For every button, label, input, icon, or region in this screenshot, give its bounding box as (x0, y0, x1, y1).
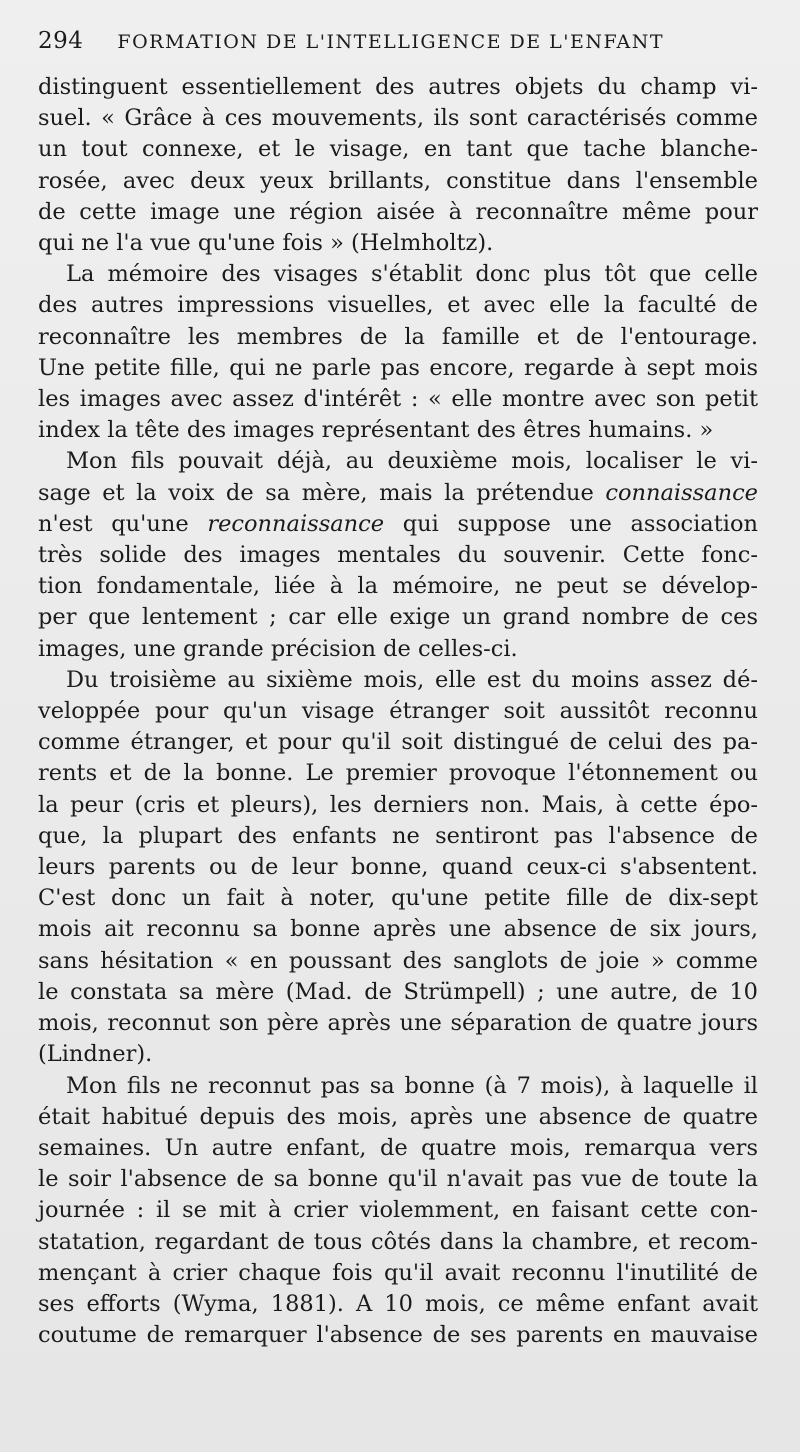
text-line: Du troisième au sixième mois, elle est du moins assez dé- (66, 666, 758, 693)
text-line: le soir l'absence de sa bonne qu'il n'avait pas vue de toute la (38, 1166, 758, 1193)
italic-term: connaissance (605, 479, 758, 506)
text-line: sans hésitation « en poussant des sanglots de joie » comme (38, 947, 758, 974)
text-line: mois, reconnut son père après une séparation de quatre jours (38, 1010, 758, 1037)
italic-term: reconnaissance (207, 510, 385, 537)
text-line: La mémoire des visages s'établit donc plus tôt que celle (66, 261, 758, 288)
text-line: index la tête des images représentant des êtres humains. » (38, 417, 714, 444)
text-line: Mon fils ne reconnut pas sa bonne (à 7 mois), à laquelle il (66, 1072, 758, 1099)
text-line: Mon fils pouvait déjà, au deuxième mois, localiser le vi- (66, 448, 758, 475)
text-line: suel. « Grâce à ces mouvements, ils sont caractérisés comme (38, 105, 758, 132)
text-line: n'est qu'une reconnaissance qui suppose une association (38, 510, 759, 537)
text-line: images, une grande précision de celles-ci. (38, 635, 518, 662)
text-line: veloppée pour qu'un visage étranger soit aussitôt reconnu (38, 698, 758, 725)
text-line: mois ait reconnu sa bonne après une absence de six jours, (38, 916, 758, 943)
text-line: le constata sa mère (Mad. de Strümpell) ; une autre, de 10 (38, 978, 758, 1005)
text-line: (Lindner). (38, 1041, 153, 1068)
text-line: ses efforts (Wyma, 1881). A 10 mois, ce même enfant avait (38, 1290, 758, 1317)
running-title: FORMATION DE L'INTELLIGENCE DE L'ENFANT (117, 31, 665, 53)
text-line: un tout connexe, et le visage, en tant que tache blanche- (38, 136, 758, 163)
text-line: que, la plupart des enfants ne sentiront pas l'absence de (38, 822, 758, 849)
running-head (38, 28, 758, 72)
text-line: per que lentement ; car elle exige un grand nombre de ces (38, 604, 758, 631)
text-line: journée : il se mit à crier violemment, en faisant cette con- (38, 1197, 758, 1224)
text-line: Une petite fille, qui ne parle pas encore, regarde à sept mois (38, 354, 758, 381)
text-line: rents et de la bonne. Le premier provoque l'étonnement ou (38, 760, 758, 787)
text-line: leurs parents ou de leur bonne, quand ceux-ci s'absentent. (38, 854, 758, 881)
text-line: rosée, avec deux yeux brillants, constitue dans l'ensemble (38, 167, 758, 194)
text-line: qui ne l'a vue qu'une fois » (Helmholtz). (38, 230, 494, 257)
text-line: reconnaître les membres de la famille et de l'entourage. (38, 323, 758, 350)
text-line: coutume de remarquer l'absence de ses parents en mauvaise (38, 1322, 758, 1349)
text-line: distinguent essentiellement des autres objets du champ vi- (38, 74, 758, 100)
text-line: C'est donc un fait à noter, qu'une petite fille de dix-sept (38, 885, 758, 912)
body-text (38, 72, 758, 1351)
text-line: les images avec assez d'intérêt : « elle montre avec son petit (38, 386, 758, 413)
text-line: de cette image une région aisée à reconnaître même pour (38, 198, 758, 225)
text-line: très solide des images mentales du souvenir. Cette fonc- (38, 542, 758, 569)
page-number: 294 (38, 28, 84, 54)
text-line: des autres impressions visuelles, et avec elle la faculté de (38, 292, 758, 319)
text-line: tion fondamentale, liée à la mémoire, ne peut se dévelop- (38, 573, 758, 600)
text-line: comme étranger, et pour qu'il soit distingué de celui des pa- (38, 729, 758, 756)
text-line: sage et la voix de sa mère, mais la prétendue connaissance (38, 479, 758, 506)
text-line: semaines. Un autre enfant, de quatre mois, remarqua vers (38, 1134, 758, 1161)
text-line: la peur (cris et pleurs), les derniers non. Mais, à cette épo- (38, 791, 758, 818)
text-line: mençant à crier chaque fois qu'il avait reconnu l'inutilité de (38, 1259, 758, 1286)
text-line: était habitué depuis des mois, après une absence de quatre (38, 1103, 758, 1130)
text-line: statation, regardant de tous côtés dans la chambre, et recom- (38, 1228, 758, 1255)
